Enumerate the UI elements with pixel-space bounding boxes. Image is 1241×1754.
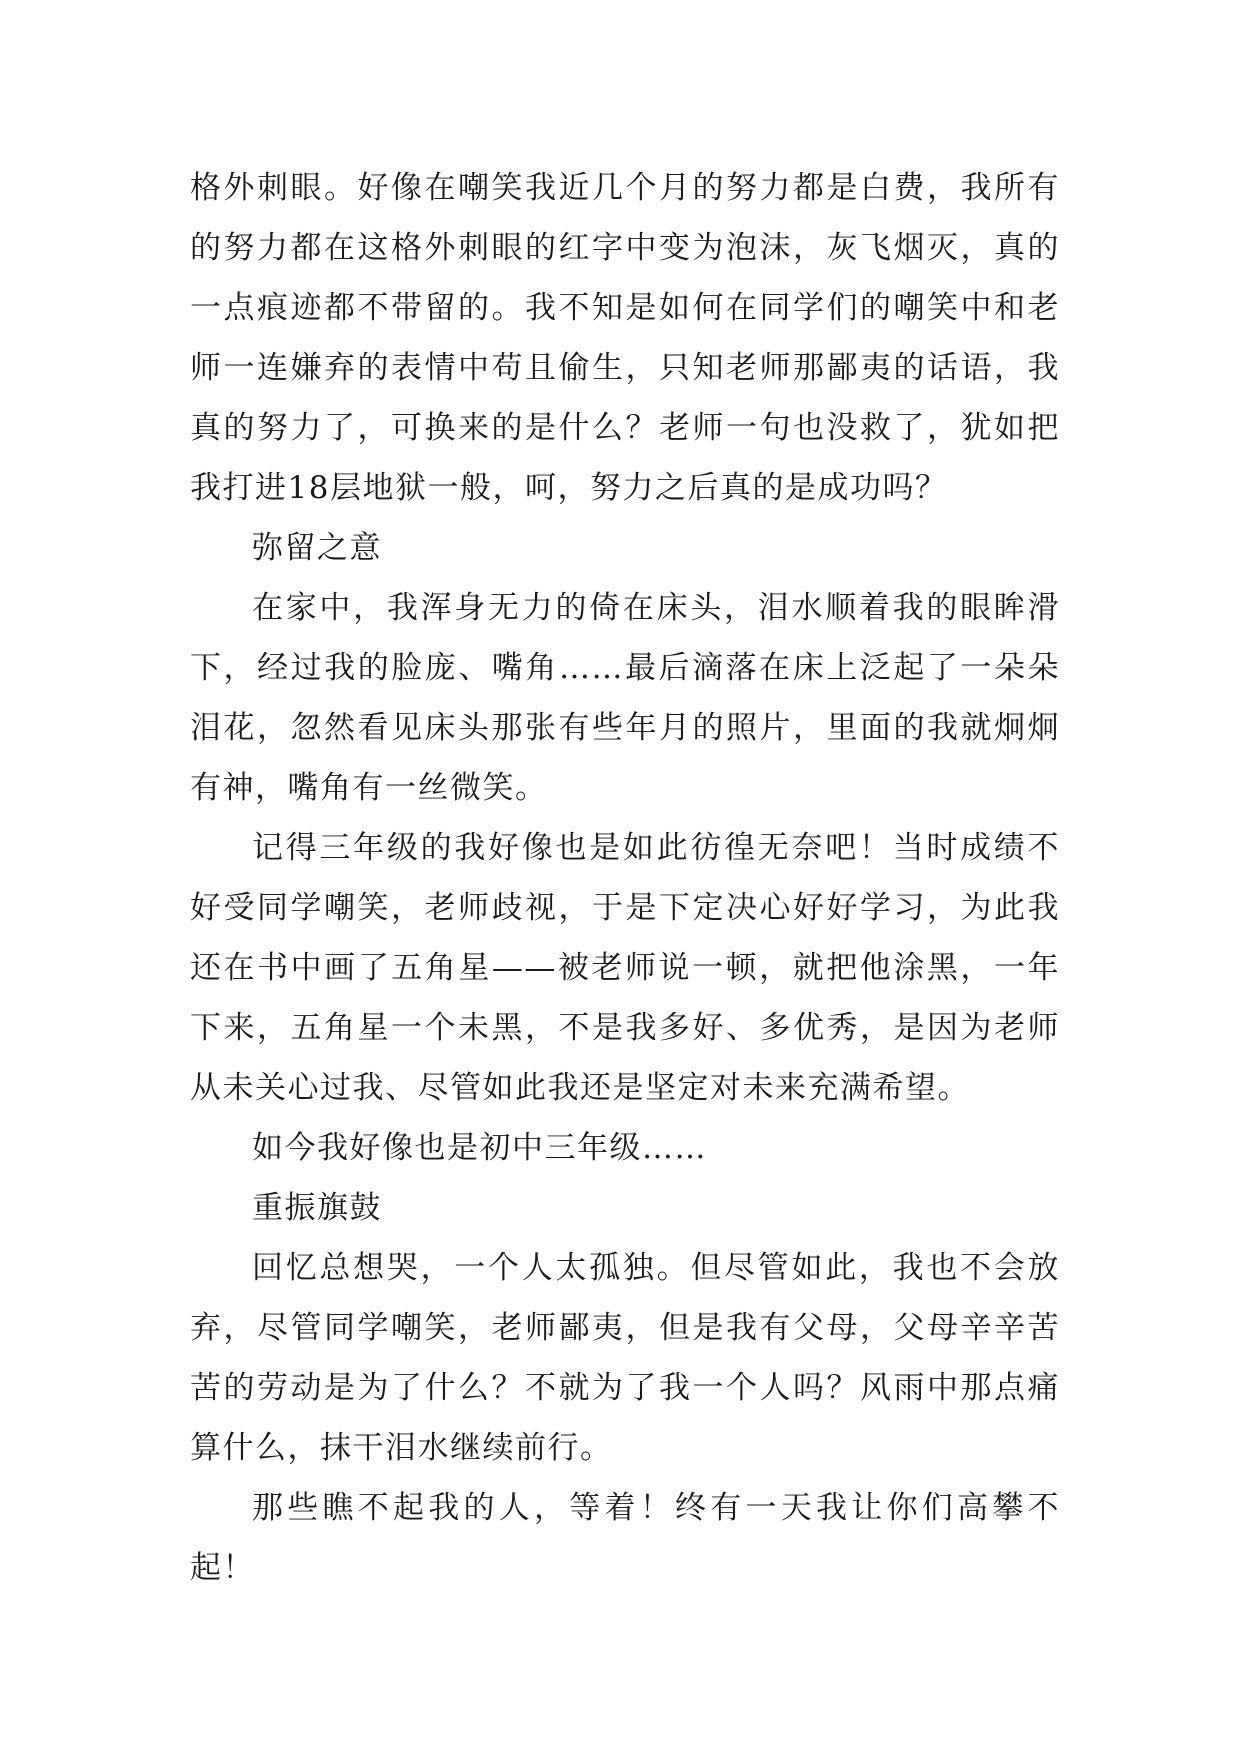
paragraph-third-grade: 记得三年级的我好像也是如此彷徨无奈吧！当时成绩不好受同学嘲笑，老师歧视，于是下定决心好好学习，为此我还在书中画了五角星——被老师说一顿，就把他涂黑，一年下来，五角星一个未黑，不是我多好、多优秀，是因为老师从未关心过我、尽管如此我还是坚定对未来充满希望。: [190, 830, 1060, 1106]
paragraph-continued: 格外刺眼。好像在嘲笑我近几个月的努力都是白费，我所有的努力都在这格外刺眼的红字中变为泡沫，灰飞烟灭，真的一点痕迹都不带留的。我不知是如何在同学们的嘲笑中和老师一连嫌弃的表情中苟且偷生，只知老师那鄙夷的话语，我真的努力了，可换来的是什么？老师一句也没救了，犹如把我打进18层地狱一般，呵，努力之后真的是成功吗？: [190, 170, 1060, 506]
paragraph-now: 如今我好像也是初中三年级……: [252, 1130, 707, 1166]
paragraph-ending: 那些瞧不起我的人，等着！终有一天我让你们高攀不起！: [190, 1490, 1060, 1586]
essay-body: [190, 158, 1060, 1598]
section-heading-rally: 重振旗鼓: [252, 1190, 382, 1226]
paragraph-at-home: 在家中，我浑身无力的倚在床头，泪水顺着我的眼眸滑下，经过我的脸庞、嘴角……最后滴落在床上泛起了一朵朵泪花，忽然看见床头那张有些年月的照片，里面的我就炯炯有神，嘴角有一丝微笑。: [190, 590, 1060, 806]
section-heading-lingering: 弥留之意: [252, 530, 382, 566]
paragraph-memories: 回忆总想哭，一个人太孤独。但尽管如此，我也不会放弃，尽管同学嘲笑，老师鄙夷，但是我有父母，父母辛辛苦苦的劳动是为了什么？不就为了我一个人吗？风雨中那点痛算什么，抹干泪水继续前行。: [190, 1250, 1060, 1466]
